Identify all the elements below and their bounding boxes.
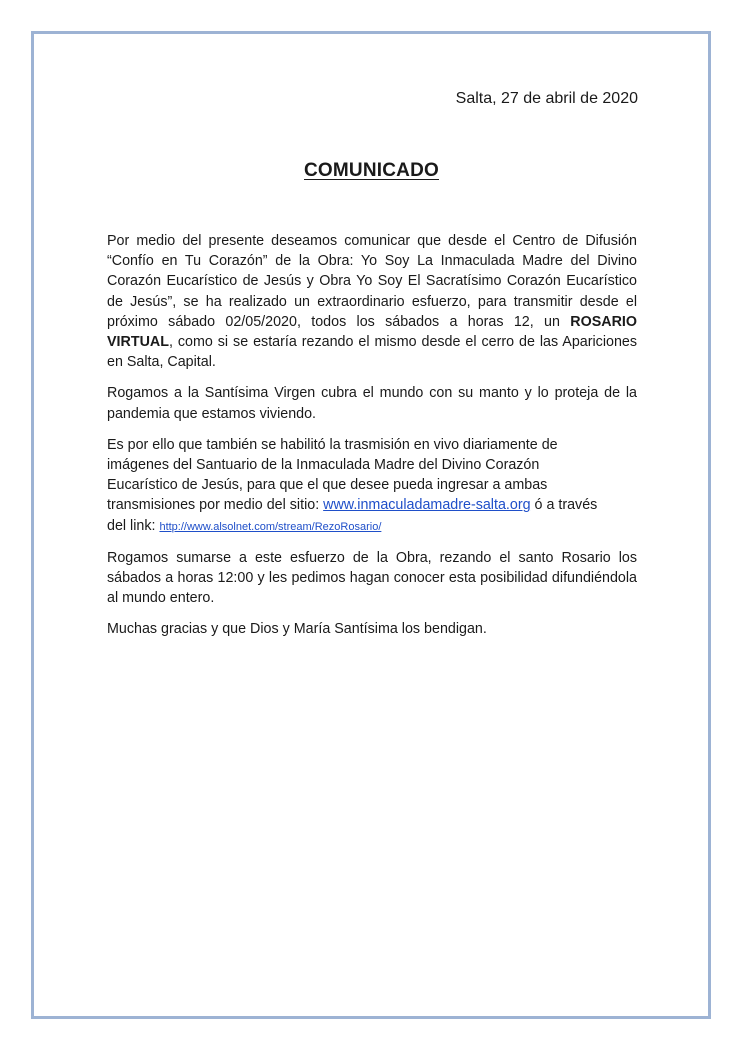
paragraph-prayer: Rogamos a la Santísima Virgen cubra el mundo con su manto y lo proteja de la pandemia que estamos viviendo. xyxy=(107,385,637,422)
paragraph-announcement-text-b: , como si se estaría rezando el mismo desde el cerro de las Apariciones en Salta, Capital. xyxy=(107,334,637,371)
transmission-line-1: Es por ello que también se habilitó la trasmisión en vivo diariamente de xyxy=(107,436,558,453)
site-link[interactable]: www.inmaculadamadre-salta.org xyxy=(323,497,531,514)
stream-link[interactable]: http://www.alsolnet.com/stream/RezoRosario/ xyxy=(159,520,382,533)
paragraph-announcement xyxy=(107,231,637,372)
transmission-line-2: imágenes del Santuario de la Inmaculada Madre del Divino Corazón xyxy=(107,457,540,474)
rosario-virtual-emphasis: ROSARIO VIRTUAL xyxy=(107,313,637,351)
document-date: Salta, 27 de abril de 2020 xyxy=(455,90,638,107)
transmission-line-4b: ó a través xyxy=(530,497,598,514)
paragraph-closing: Muchas gracias y que Dios y María Santísima los bendigan. xyxy=(107,621,487,638)
transmission-line-3: Eucarístico de Jesús, para que el que desee pueda ingresar a ambas xyxy=(107,477,548,494)
transmission-line-4a: transmisiones por medio del sitio: xyxy=(107,497,324,514)
paragraph-request: Rogamos sumarse a este esfuerzo de la Obra, rezando el santo Rosario los sábados a horas 12:00 y les pedimos hagan conocer esta posibilidad difundiéndola al mundo entero. xyxy=(107,549,637,607)
transmission-line-5a: del link: xyxy=(107,517,160,534)
document-body xyxy=(107,231,637,651)
paragraph-transmission xyxy=(107,435,637,537)
paragraph-announcement-text-a: Por medio del presente deseamos comunicar que desde el Centro de Difusión “Confío en Tu Corazón” de la Obra: Yo Soy La Inmaculada Madre del Divino Corazón Eucarístico de Jesús y Obra Yo Soy El Sacratísimo Corazón Eucarístico de Jesús”, se ha realizado un extraordinario esfuerzo, para transmitir desde el próximo sábado 02/05/2020, todos los sábados a horas 12, un xyxy=(107,233,637,330)
document-title: COMUNICADO xyxy=(304,160,439,181)
